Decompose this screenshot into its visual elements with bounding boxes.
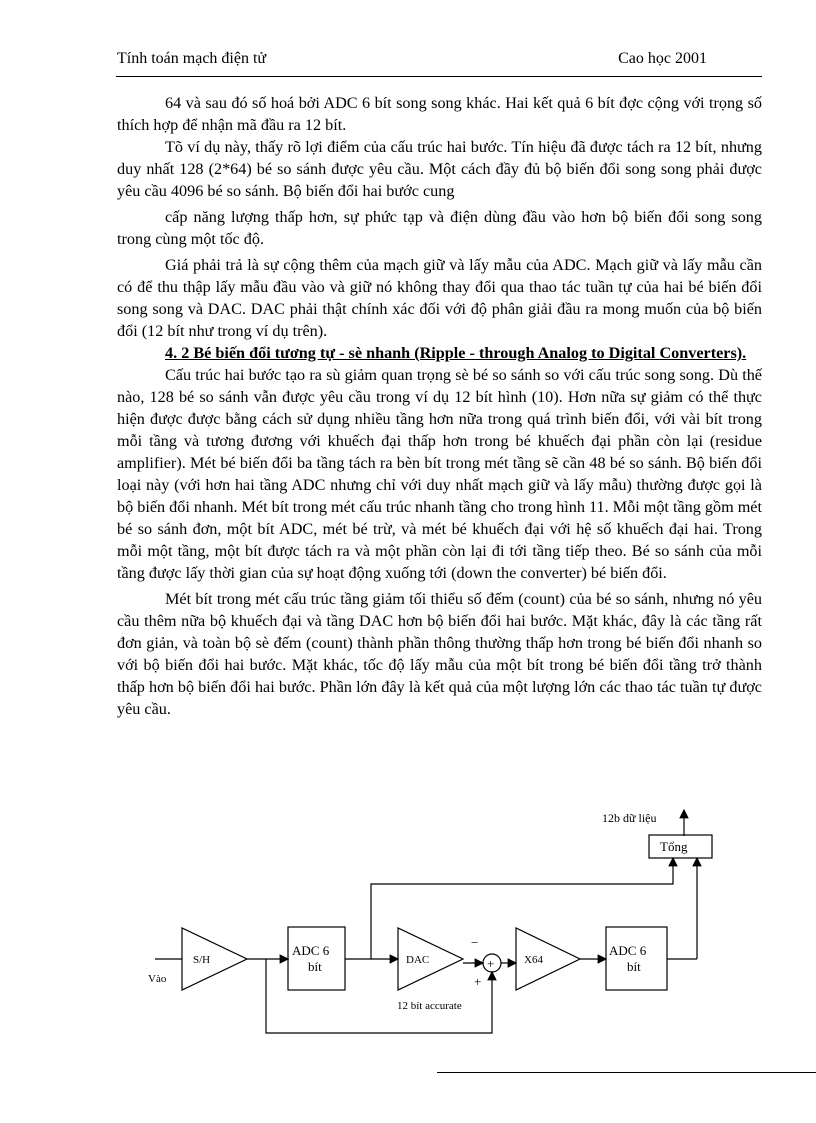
summer-plus: + <box>487 956 495 971</box>
adc2-label-1: ADC 6 <box>609 943 647 958</box>
accurate-label: 12 bít accurate <box>397 1000 462 1012</box>
paragraph-6: Mét bít trong mét cấu trúc tầng giảm tối thiểu số đếm (count) của bé so sánh, nhưng nó yêu cầu thêm nữa bộ khuếch đại và tầng DAC hơn bộ biến đổi hai bước. Mặt khác, đây là các tầng rất đơn giản, và toàn bộ sè đếm (count) thành phần thông thường thấp hơn trong bé biến đổi nhanh so với bộ biến đổi hai bước. Mặt khác, tốc độ lấy mẫu của một bít trong bé biến đổi tầng trở thành thấp hơn bộ biến đổi hai bước. Phần lớn đây là kết quả của một lượng lớn các thao tác tuần tự được yêu cầu. <box>117 590 762 718</box>
minus-label: − <box>471 935 479 950</box>
gain-label: X64 <box>524 954 543 966</box>
section-heading: 4. 2 Bé biến đổi tương tự - sè nhanh (Ripple - through Analog to Digital Converters). <box>165 344 747 362</box>
adc2-label-2: bít <box>627 959 641 974</box>
dac-label: DAC <box>406 954 430 966</box>
footer-divider <box>437 1072 816 1073</box>
sum-label: Tổng <box>660 839 688 854</box>
paragraph-4: Giá phải trả là sự cộng thêm của mạch giữ và lấy mẫu của ADC. Mạch giữ và lấy mẫu cần có để thu thập lấy mẫu đầu vào và giữ nó không thay đổi qua thao tác tuần tự của hai bé biến đổi song song và DAC. DAC phải thật chính xác đối với độ phân giải đầu ra mong muốn của bộ biến đổi (12 bít như trong ví dụ trên). <box>117 256 762 340</box>
adc1-label-2: bít <box>308 959 322 974</box>
adc1-label-1: ADC 6 <box>292 943 330 958</box>
output-label: 12b dữ liệu <box>602 811 657 825</box>
paragraph-2: Tõ ví dụ này, thấy rõ lợi điểm của cấu trúc hai bước. Tín hiệu đã được tách ra 12 bít, nhưng duy nhất 128 (2*64) bé so sánh được yêu cầu. Một cách đầy đủ bộ biến đổi song song phải được yêu cầu 4096 bé so sánh. Bộ biến đổi hai bước cung <box>117 138 762 200</box>
header-left: Tính toán mạch điện tử <box>117 50 267 67</box>
bottom-feedback-wire <box>266 959 492 1033</box>
sample-hold-triangle <box>182 928 247 990</box>
header-right: Cao học 2001 <box>618 50 707 67</box>
paragraph-3: cấp năng lượng thấp hơn, sự phức tạp và điện dùng đầu vào hơn bộ biến đổi song song trong cùng một tốc độ. <box>117 208 762 248</box>
plus-label: + <box>474 974 482 989</box>
input-label: Vào <box>148 973 167 985</box>
paragraph-1: 64 và sau đó số hoá bởi ADC 6 bít song song khác. Hai kết quả 6 bít đợc cộng với trọng số thích hợp để nhận mã đầu ra 12 bít. <box>117 94 762 134</box>
sh-label: S/H <box>193 954 211 966</box>
paragraph-5: Cấu trúc hai bước tạo ra sù giảm quan trọng sè bé so sánh so với cấu trúc song song. Dù thế nào, 128 bé so sánh vẫn được yêu cầu trong ví dụ 12 bít hình (10). Hơn nữa sự giảm có thể thực hiện được được bằng cách sử dụng nhiều tầng hơn nữa trong quá trình biến đổi, với vài bít trong mỗi tầng và tương đương với khuếch đại thấp hơn trong bé khuếch đại phần còn lại (residue amplifier). Mét bé biến đổi ba tầng tách ra bèn bít trong mét tầng sẽ cần 48 bé so sánh. Bộ biến đổi loại này (với hơn hai tầng ADC nhưng chỉ với duy nhất mạch giữ và lấy mẫu) thường được gọi là bộ biến đổi nhanh. Mét bít trong mét cấu trúc nhanh tầng cho trong hình 11. Mỗi một tầng gồm mét bé so sánh đơn, một bít ADC, mét bé trừ, và mét bé khuếch đại với hệ số khuếch đại hai. Trong mỗi một tầng, một bít được tách ra và một phần còn lại đi tới tầng tiếp theo. Bé so sánh của mỗi tầng được lấy thời gian của sự hoạt động xuống tới (down the converter) bé biến đổi. <box>117 366 762 582</box>
